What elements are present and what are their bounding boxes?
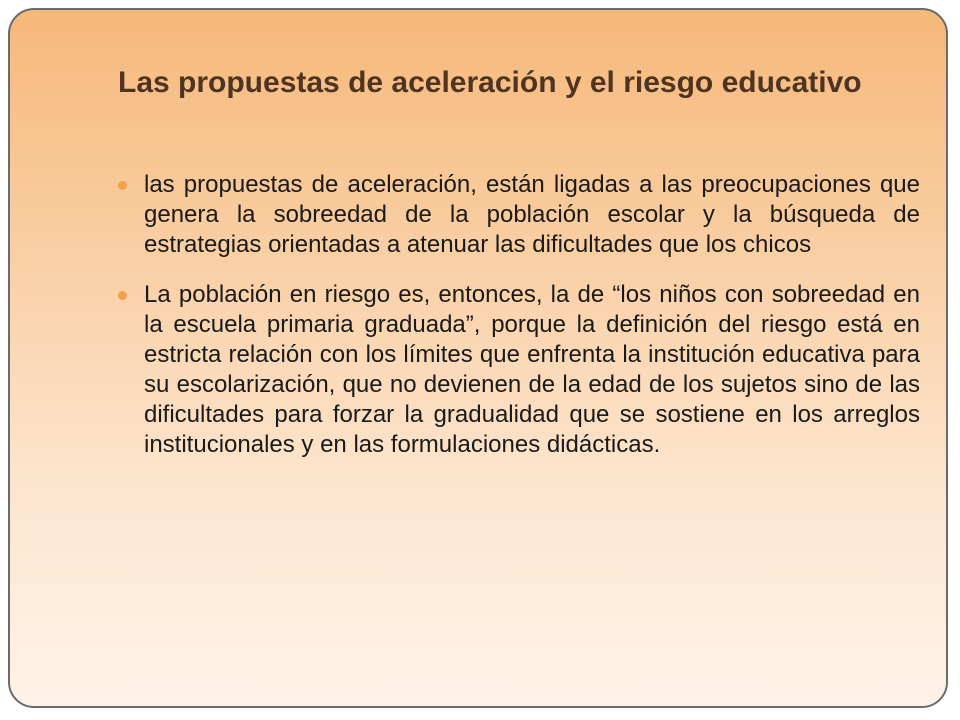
bullet-text: las propuestas de aceleración, están ligadas a las preocupaciones que genera la sobreedad de la población escolar y la búsqueda de estrategias orientadas a atenuar las dificultades que los chicos bbox=[144, 171, 920, 258]
bullet-list bbox=[118, 170, 920, 480]
bullet-item bbox=[118, 280, 920, 460]
bullet-item bbox=[118, 170, 920, 260]
bullet-text: La población en riesgo es, entonces, la de “los niños con sobreedad en la escuela primaria graduada”, porque la definición del riesgo está en estricta relación con los límites que enfrenta la institución educativa para su escolarización, que no devienen de la edad de los sujetos sino de las dificultades para forzar la gradualidad que se sostiene en los arreglos institucionales y en las formulaciones didácticas. bbox=[144, 281, 920, 458]
slide-title: Las propuestas de aceleración y el riesgo educativo bbox=[118, 66, 862, 99]
slide-frame bbox=[8, 8, 948, 708]
bullet-dot-icon bbox=[118, 181, 127, 190]
bullet-dot-icon bbox=[118, 291, 127, 300]
